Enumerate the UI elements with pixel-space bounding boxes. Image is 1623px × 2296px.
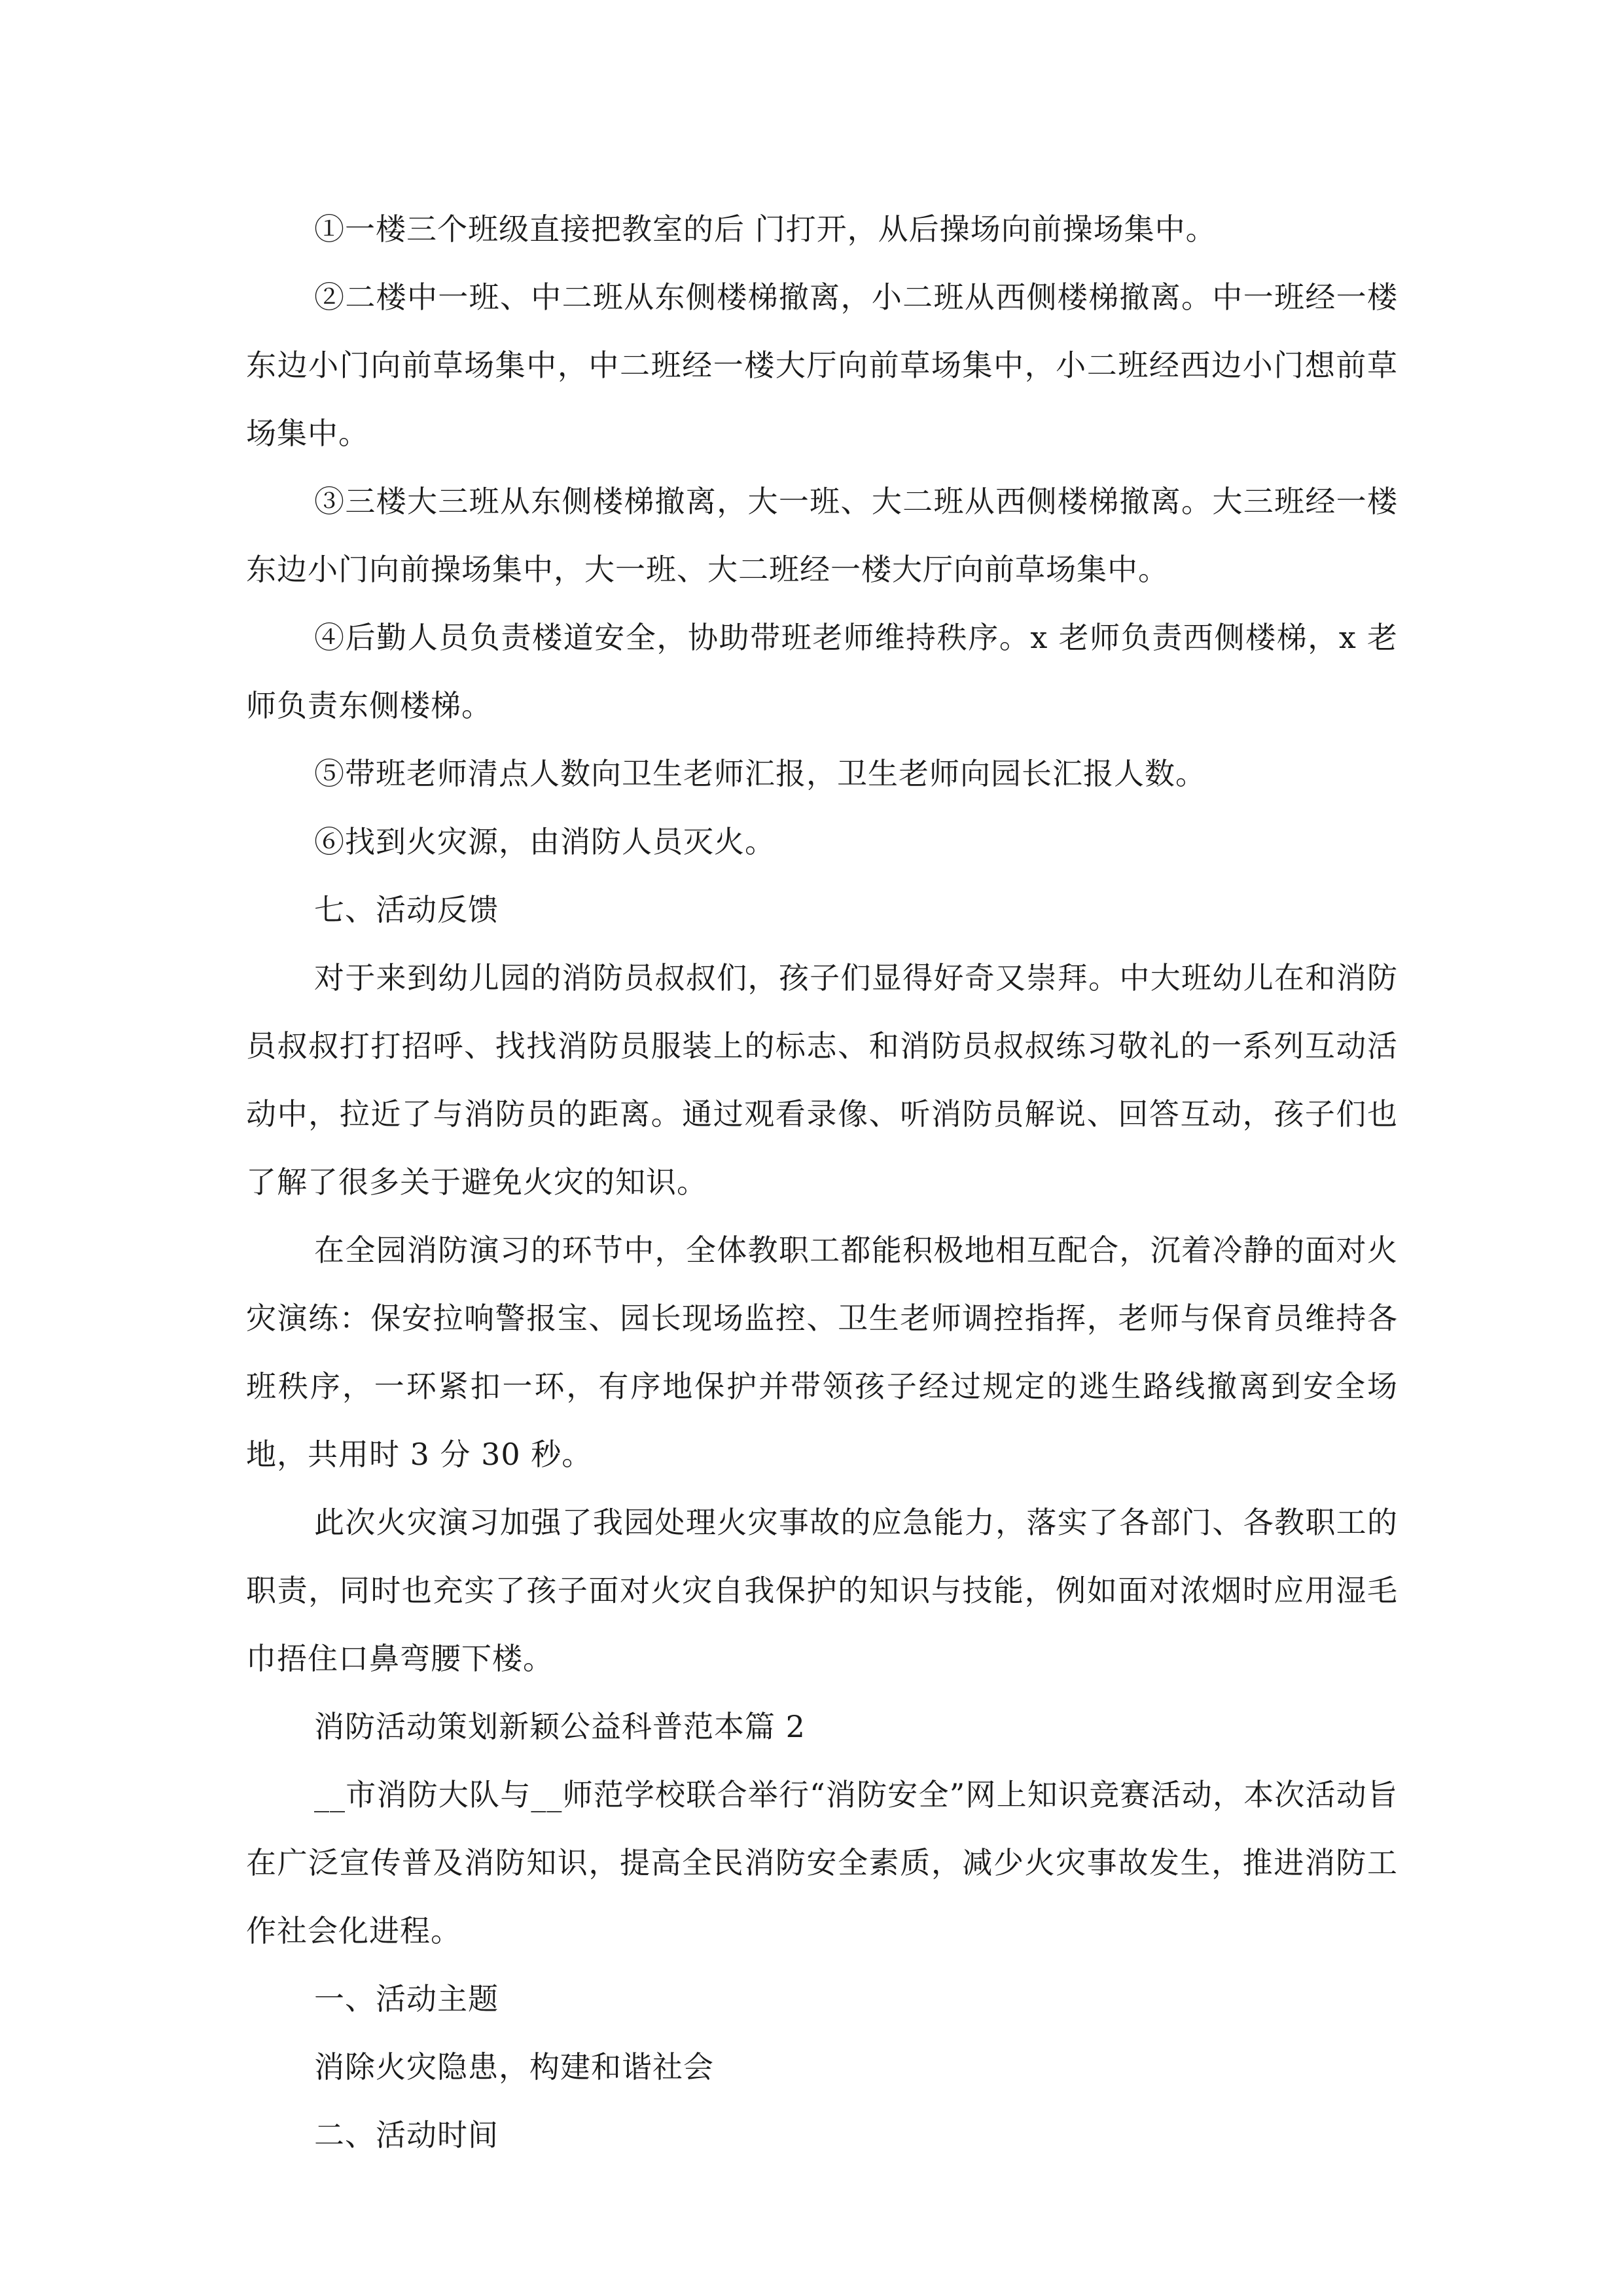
evacuation-step-5: ⑤带班老师清点人数向卫生老师汇报，卫生老师向园长汇报人数。 — [314, 756, 1206, 791]
theme-text: 消除火灾隐患，构建和谐社会 — [314, 2049, 714, 2085]
section-heading-time: 二、活动时间 — [314, 2117, 499, 2153]
document-body — [246, 195, 1398, 2169]
section-heading-feedback: 七、活动反馈 — [314, 892, 499, 927]
evacuation-step-6: ⑥找到火灾源，由消防人员灭火。 — [314, 824, 776, 859]
feedback-paragraph-1: 对于来到幼儿园的消防员叔叔们，孩子们显得好奇又崇拜。中大班幼儿在和消防员叔叔打打招呼、找找消防员服装上的标志、和消防员叔叔练习敬礼的一系列互动活动中，拉近了与消防员的距离。通过观看录像、听消防员解说、回答互动，孩子们也了解了很多关于避免火灾的知识。 — [246, 960, 1398, 1200]
evacuation-step-4: ④后勤人员负责楼道安全，协助带班老师维持秩序。x 老师负责西侧楼梯，x 老师负责东侧楼梯。 — [246, 620, 1398, 723]
article-title-2: 消防活动策划新颖公益科普范本篇 2 — [314, 1709, 806, 1744]
feedback-paragraph-3: 此次火灾演习加强了我园处理火灾事故的应急能力，落实了各部门、各教职工的职责，同时也充实了孩子面对火灾自我保护的知识与技能，例如面对浓烟时应用湿毛巾捂住口鼻弯腰下楼。 — [246, 1505, 1398, 1676]
intro-paragraph: __市消防大队与__师范学校联合举行“消防安全”网上知识竞赛活动，本次活动旨在广泛宣传普及消防知识，提高全民消防安全素质，减少火灾事故发生，推进消防工作社会化进程。 — [246, 1777, 1398, 1948]
feedback-paragraph-2: 在全园消防演习的环节中，全体教职工都能积极地相互配合，沉着冷静的面对火灾演练：保安拉响警报宝、园长现场监控、卫生老师调控指挥，老师与保育员维持各班秩序，一环紧扣一环，有序地保护并带领孩子经过规定的逃生路线撤离到安全场地，共用时 3 分 30 秒。 — [246, 1232, 1398, 1472]
evacuation-step-3: ③三楼大三班从东侧楼梯撤离，大一班、大二班从西侧楼梯撤离。大三班经一楼东边小门向前操场集中，大一班、大二班经一楼大厅向前草场集中。 — [246, 484, 1398, 587]
evacuation-step-2: ②二楼中一班、中二班从东侧楼梯撤离，小二班从西侧楼梯撤离。中一班经一楼东边小门向前草场集中，中二班经一楼大厅向前草场集中，小二班经西边小门想前草场集中。 — [246, 279, 1398, 451]
evacuation-step-1: ①一楼三个班级直接把教室的后 门打开，从后操场向前操场集中。 — [314, 211, 1217, 247]
section-heading-theme: 一、活动主题 — [314, 1981, 499, 2017]
